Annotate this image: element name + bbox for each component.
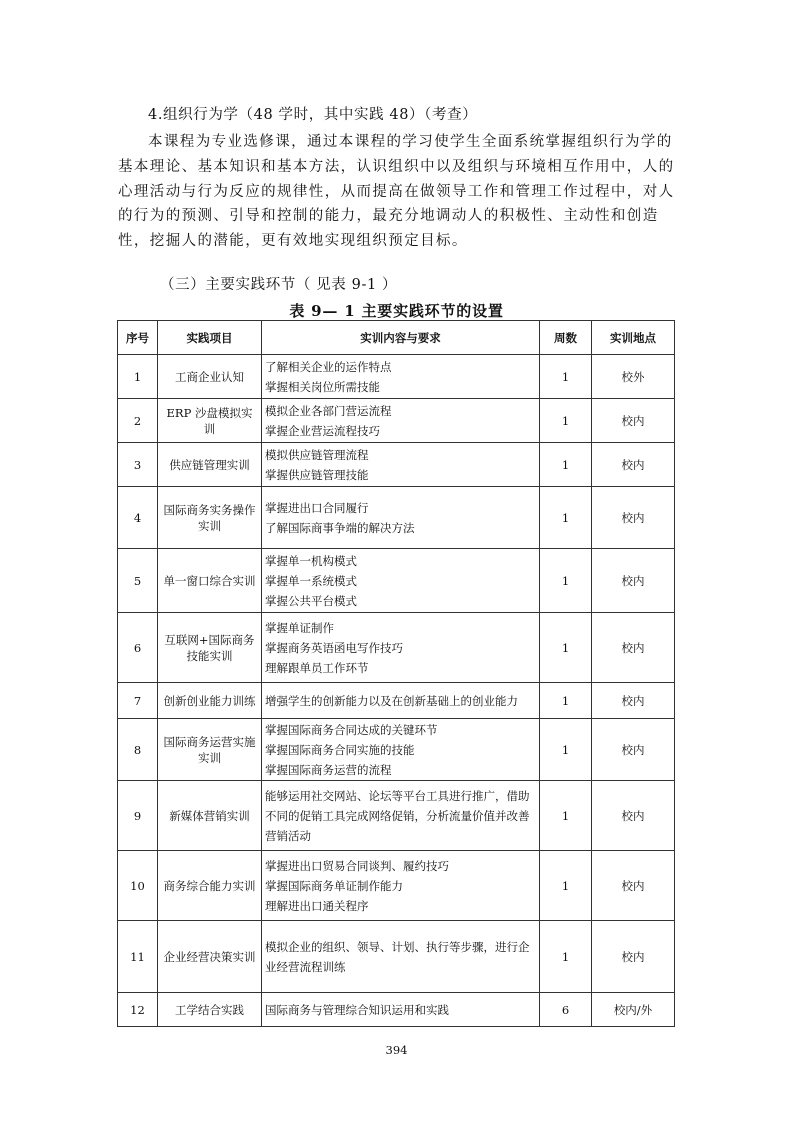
content-line: 掌握国际商务单证制作能力 (265, 878, 403, 893)
content-line: 掌握单证制作 (265, 620, 334, 635)
table-row (118, 781, 675, 851)
cell-content (262, 443, 540, 487)
content-line: 掌握公共平台模式 (265, 593, 357, 608)
cell-content (262, 487, 540, 549)
header-no: 序号 (118, 321, 158, 355)
table-row (118, 921, 675, 993)
cell-project: 新媒体营销实训 (158, 781, 262, 851)
cell-location: 校内 (592, 613, 675, 683)
cell-location: 校内/外 (592, 993, 675, 1027)
table-row (118, 443, 675, 487)
cell-project: 企业经营决策实训 (158, 921, 262, 993)
cell-no: 9 (118, 781, 158, 851)
cell-content (262, 851, 540, 921)
content-line: 掌握单一系统模式 (265, 573, 357, 588)
cell-content (262, 549, 540, 613)
content-line: 掌握国际商务合同达成的关键环节 (265, 722, 438, 737)
content-line: 模拟企业各部门营运流程 (265, 403, 392, 418)
cell-project: 工商企业认知 (158, 355, 262, 399)
header-location: 实训地点 (592, 321, 675, 355)
content-line: 掌握进出口合同履行 (265, 500, 369, 515)
header-weeks: 周数 (540, 321, 592, 355)
content-line: 掌握国际商务运营的流程 (265, 762, 392, 777)
cell-location: 校内 (592, 921, 675, 993)
cell-no: 7 (118, 683, 158, 719)
cell-project: 国际商务运营实施实训 (158, 719, 262, 781)
cell-weeks: 1 (540, 487, 592, 549)
cell-project: 互联网+国际商务技能实训 (158, 613, 262, 683)
cell-project: 单一窗口综合实训 (158, 549, 262, 613)
cell-content: 能够运用社交网站、论坛等平台工具进行推广，借助不同的促销工具完成网络促销，分析流量价值并改善营销活动 (262, 781, 540, 851)
table-row (118, 683, 675, 719)
table-header-row (118, 321, 675, 355)
cell-project: 国际商务实务操作实训 (158, 487, 262, 549)
content-line: 掌握进出口贸易合同谈判、履约技巧 (265, 858, 449, 873)
cell-no: 3 (118, 443, 158, 487)
cell-no: 4 (118, 487, 158, 549)
cell-weeks: 1 (540, 613, 592, 683)
content-line: 掌握单一机构模式 (265, 553, 357, 568)
cell-weeks: 1 (540, 781, 592, 851)
table-row (118, 355, 675, 399)
cell-content: 模拟企业的组织、领导、计划、执行等步骤，进行企业经营流程训练 (262, 921, 540, 993)
cell-weeks: 1 (540, 921, 592, 993)
section-paragraph: 本课程为专业选修课，通过本课程的学习使学生全面系统掌握组织行为学的基本理论、基本知识和基本方法，认识组织中以及组织与环境相互作用中，人的心理活动与行为反应的规律性，从而提高在做领导工作和管理工作过程中，对人的行为的预测、引导和控制的能力，最充分地调动人的积极性、主动性和创造性，挖掘人的潜能，更有效地实现组织预定目标。 (118, 134, 675, 250)
table-row (118, 851, 675, 921)
cell-location: 校内 (592, 719, 675, 781)
cell-weeks: 1 (540, 399, 592, 443)
cell-project: 供应链管理实训 (158, 443, 262, 487)
cell-weeks: 1 (540, 355, 592, 399)
content-line: 掌握国际商务合同实施的技能 (265, 742, 415, 757)
cell-project: 商务综合能力实训 (158, 851, 262, 921)
content-line: 增强学生的创新能力以及在创新基础上的创业能力 (265, 693, 518, 708)
page-number: 394 (385, 1043, 408, 1057)
cell-weeks: 1 (540, 549, 592, 613)
table-row (118, 487, 675, 549)
cell-location: 校内 (592, 487, 675, 549)
content-line: 了解国际商事争端的解决方法 (265, 520, 415, 535)
cell-location: 校内 (592, 683, 675, 719)
header-content: 实训内容与要求 (262, 321, 540, 355)
content-line: 掌握企业营运流程技巧 (265, 423, 380, 438)
content-line: 理解进出口通关程序 (265, 898, 369, 913)
table-row (118, 613, 675, 683)
cell-no: 5 (118, 549, 158, 613)
section-heading: 4.组织行为学（48 学时，其中实践 48）（考查） (148, 107, 478, 123)
practice-table (117, 320, 675, 1027)
table-row (118, 549, 675, 613)
cell-project: ERP 沙盘模拟实训 (158, 399, 262, 443)
content-line: 了解相关企业的运作特点 (265, 359, 392, 374)
cell-weeks: 1 (540, 443, 592, 487)
content-line: 国际商务与管理综合知识运用和实践 (265, 1002, 449, 1017)
cell-location: 校内 (592, 443, 675, 487)
cell-location: 校内 (592, 851, 675, 921)
table-title: 表 9— 1 主要实践环节的设置 (289, 302, 504, 320)
header-project: 实践项目 (158, 321, 262, 355)
cell-no: 10 (118, 851, 158, 921)
content-line: 模拟供应链管理流程 (265, 447, 369, 462)
cell-no: 11 (118, 921, 158, 993)
cell-weeks: 1 (540, 851, 592, 921)
content-line: 理解跟单员工作环节 (265, 660, 369, 675)
cell-location: 校外 (592, 355, 675, 399)
cell-location: 校内 (592, 549, 675, 613)
content-line: 掌握相关岗位所需技能 (265, 379, 380, 394)
cell-project: 工学结合实践 (158, 993, 262, 1027)
table-row (118, 993, 675, 1027)
cell-content (262, 613, 540, 683)
cell-no: 1 (118, 355, 158, 399)
practice-heading: （三）主要实践环节（ 见表 9-1 ） (160, 277, 398, 293)
cell-project: 创新创业能力训练 (158, 683, 262, 719)
cell-no: 8 (118, 719, 158, 781)
cell-weeks: 1 (540, 683, 592, 719)
cell-content (262, 993, 540, 1027)
cell-location: 校内 (592, 399, 675, 443)
cell-weeks: 6 (540, 993, 592, 1027)
cell-no: 12 (118, 993, 158, 1027)
table-row (118, 719, 675, 781)
cell-content (262, 683, 540, 719)
cell-content (262, 399, 540, 443)
content-line: 掌握供应链管理技能 (265, 467, 369, 482)
cell-content (262, 355, 540, 399)
cell-no: 2 (118, 399, 158, 443)
cell-weeks: 1 (540, 719, 592, 781)
table-row (118, 399, 675, 443)
cell-location: 校内 (592, 781, 675, 851)
content-line: 掌握商务英语函电写作技巧 (265, 640, 403, 655)
cell-content (262, 719, 540, 781)
cell-no: 6 (118, 613, 158, 683)
